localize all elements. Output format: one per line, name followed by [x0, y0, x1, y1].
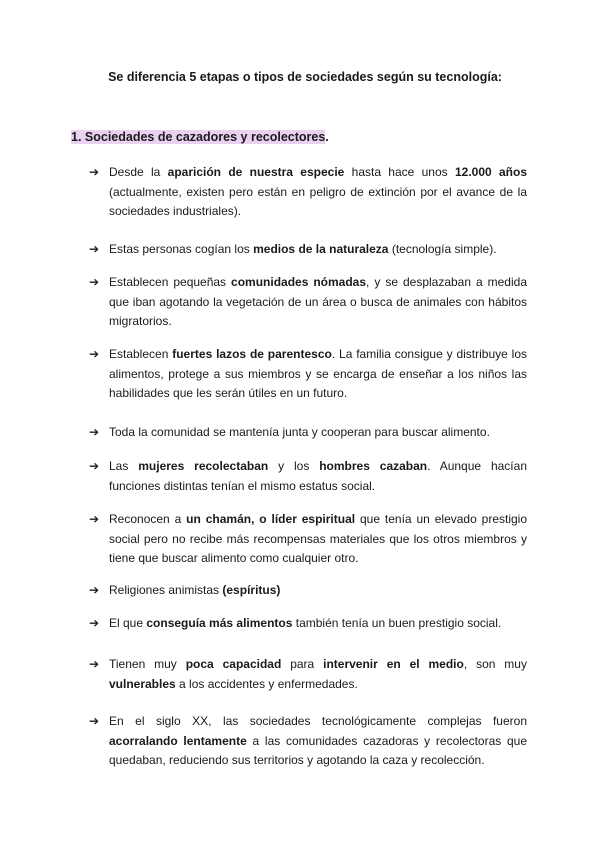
list-item-text: Religiones animistas (espíritus)	[109, 583, 281, 597]
arrow-bullet-icon: ➔	[89, 165, 100, 179]
list-item-text: En el siglo XX, las sociedades tecnológicamente complejas fueron acorralando lentamente a las comunidades cazadoras y recolectoras que quedaban, reduciendo sus territorios y agotando la caza y recolección.	[109, 714, 528, 767]
list-item	[89, 510, 527, 569]
list-item	[89, 655, 527, 694]
list-item-text: Desde la aparición de nuestra especie hasta hace unos 12.000 años (actualmente, existen pero están en peligro de extinción por el avance de la sociedades industriales).	[109, 165, 527, 218]
document-title: Se diferencia 5 etapas o tipos de sociedades según su tecnología:	[108, 70, 502, 84]
arrow-bullet-icon: ➔	[89, 714, 100, 728]
list-item	[89, 163, 527, 222]
section-heading	[71, 130, 329, 144]
arrow-bullet-icon: ➔	[89, 512, 100, 526]
list-item-text: El que conseguía más alimentos también tenía un buen prestigio social.	[109, 616, 502, 630]
list-item	[89, 457, 527, 496]
list-item	[89, 273, 527, 332]
arrow-bullet-icon: ➔	[89, 583, 100, 597]
arrow-bullet-icon: ➔	[89, 275, 100, 289]
list-item	[89, 345, 527, 404]
arrow-bullet-icon: ➔	[89, 347, 100, 361]
list-item-text: Las mujeres recolectaban y los hombres cazaban. Aunque hacían funciones distintas tenían el mismo estatus social.	[109, 459, 527, 493]
section-heading-label: 1. Sociedades de cazadores y recolectores	[71, 130, 326, 144]
arrow-bullet-icon: ➔	[89, 616, 100, 630]
arrow-bullet-icon: ➔	[89, 459, 100, 473]
list-item	[89, 614, 527, 634]
list-item-text: Estas personas cogían los medios de la naturaleza (tecnología simple).	[109, 242, 497, 256]
list-item-text: Establecen pequeñas comunidades nómadas, y se desplazaban a medida que iban agotando la vegetación de un área o busca de animales con hábitos migratorios.	[109, 275, 527, 328]
arrow-bullet-icon: ➔	[89, 657, 100, 671]
list-item	[89, 240, 527, 260]
arrow-bullet-icon: ➔	[89, 242, 100, 256]
list-item-text: Reconocen a un chamán, o líder espiritual que tenía un elevado prestigio social pero no recibe más recompensas materiales que los otros miembros y tiene que buscar alimento como cualquier otro.	[109, 512, 528, 565]
section-heading-period: .	[325, 130, 329, 144]
list-item	[89, 581, 527, 601]
list-item	[89, 423, 527, 443]
list-item-text: Establecen fuertes lazos de parentesco. La familia consigue y distribuye los alimentos, protege a sus miembros y se encarga de enseñar a los niños las habilidades que les serán útiles en un futuro.	[109, 347, 528, 400]
list-item	[89, 712, 527, 771]
arrow-bullet-icon: ➔	[89, 425, 100, 439]
list-item-text: Toda la comunidad se mantenía junta y cooperan para buscar alimento.	[109, 425, 490, 439]
list-item-text: Tienen muy poca capacidad para intervenir en el medio, son muy vulnerables a los accidentes y enfermedades.	[109, 657, 527, 691]
